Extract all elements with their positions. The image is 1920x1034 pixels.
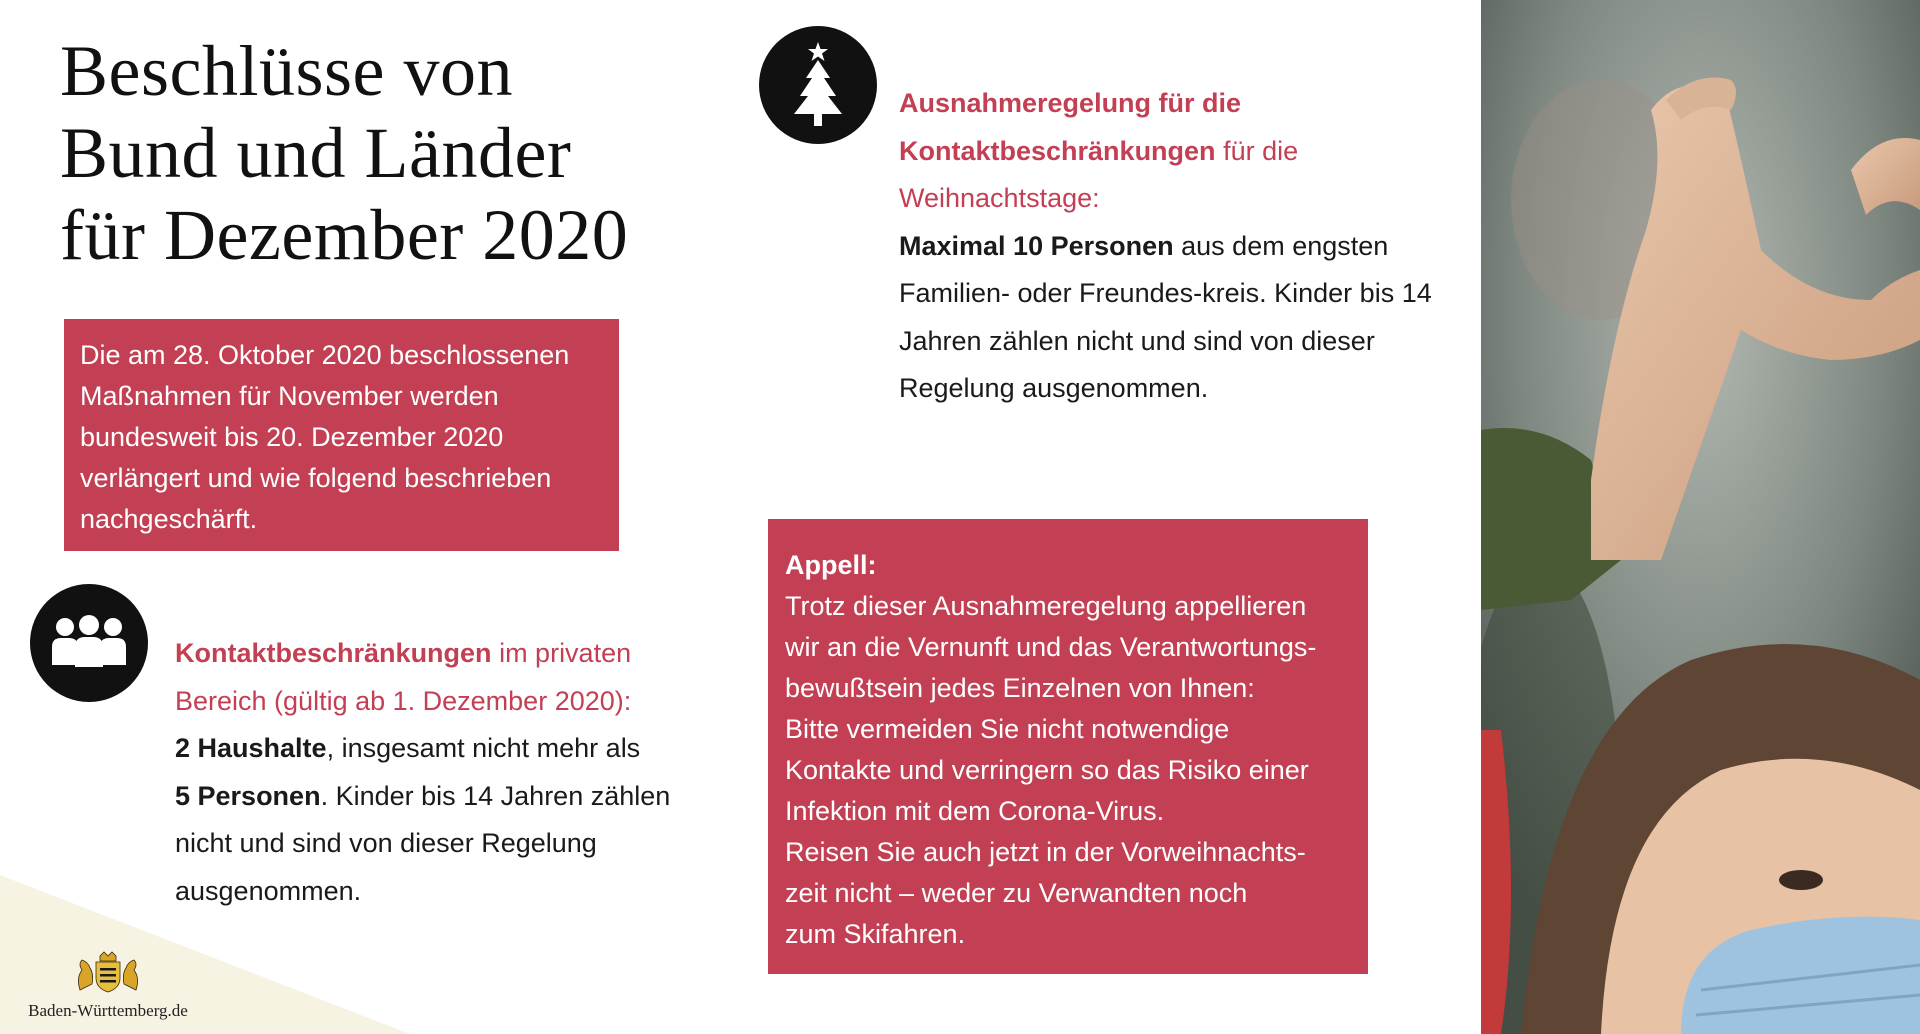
contact-heading-bold: Kontaktbeschränkungen (175, 638, 492, 668)
coat-of-arms-icon (72, 950, 144, 994)
holiday-max-persons: Maximal 10 Personen (899, 230, 1174, 261)
appeal-line: bewußtsein jedes Einzelnen von Ihnen: (785, 673, 1255, 703)
intro-text: Die am 28. Oktober 2020 beschlossenen Maßnahmen für November werden bundesweit bis 20. Dezember 2020 verlängert und wie folgend beschrieben nachgeschärft. (80, 340, 570, 534)
appeal-line: Infektion mit dem Corona-Virus. (785, 796, 1165, 826)
holiday-text: aus dem engsten Familien- oder Freundes-kreis. Kinder bis 14 Jahren zählen nicht und sind von dieser Regelung ausgenommen. (899, 230, 1432, 403)
appeal-box (768, 519, 1368, 974)
holiday-heading-bold: Ausnahmeregelung für die Kontaktbeschränkungen (899, 88, 1242, 166)
contact-households: 2 Haushalte (175, 733, 327, 763)
group-of-people-icon (30, 584, 148, 702)
intro-box (64, 319, 619, 551)
title-line-3: für Dezember 2020 (60, 195, 629, 275)
appeal-line: zum Skifahren. (785, 919, 966, 949)
page-title (60, 30, 628, 276)
brand-logo[interactable] (18, 950, 198, 1021)
christmas-tree-icon (759, 26, 877, 144)
appeal-line: Kontakte und verringern so das Risiko einer (785, 755, 1309, 785)
contact-text-2: . Kinder bis 14 Jahren zählen nicht und sind von dieser Regelung ausgenommen. (175, 780, 671, 906)
title-line-1: Beschlüsse von (60, 31, 513, 111)
appeal-line: Trotz dieser Ausnahmeregelung appellieren (785, 591, 1307, 621)
contact-text-1: , insgesamt nicht mehr als (326, 733, 641, 763)
appeal-title: Appell: (785, 550, 877, 580)
contact-persons: 5 Personen (175, 780, 321, 811)
contact-heading-rest: im privaten Bereich (gültig ab 1. Dezember 2020): (175, 638, 632, 716)
appeal-line: Reisen Sie auch jetzt in der Vorweihnachts- (785, 837, 1306, 867)
holiday-rules (899, 80, 1439, 413)
appeal-line: Bitte vermeiden Sie nicht notwendige (785, 714, 1230, 744)
appeal-line: wir an die Vernunft und das Verantwortungs- (785, 632, 1317, 662)
title-line-2: Bund und Länder (60, 113, 572, 193)
holiday-heading-rest: für die Weihnachtstage: (899, 135, 1299, 213)
appeal-line: zeit nicht – weder zu Verwandten noch (785, 878, 1248, 908)
logo-text: Baden-Württemberg.de (28, 1001, 188, 1020)
hero-photo (1481, 0, 1920, 1034)
contact-rules (175, 630, 715, 915)
